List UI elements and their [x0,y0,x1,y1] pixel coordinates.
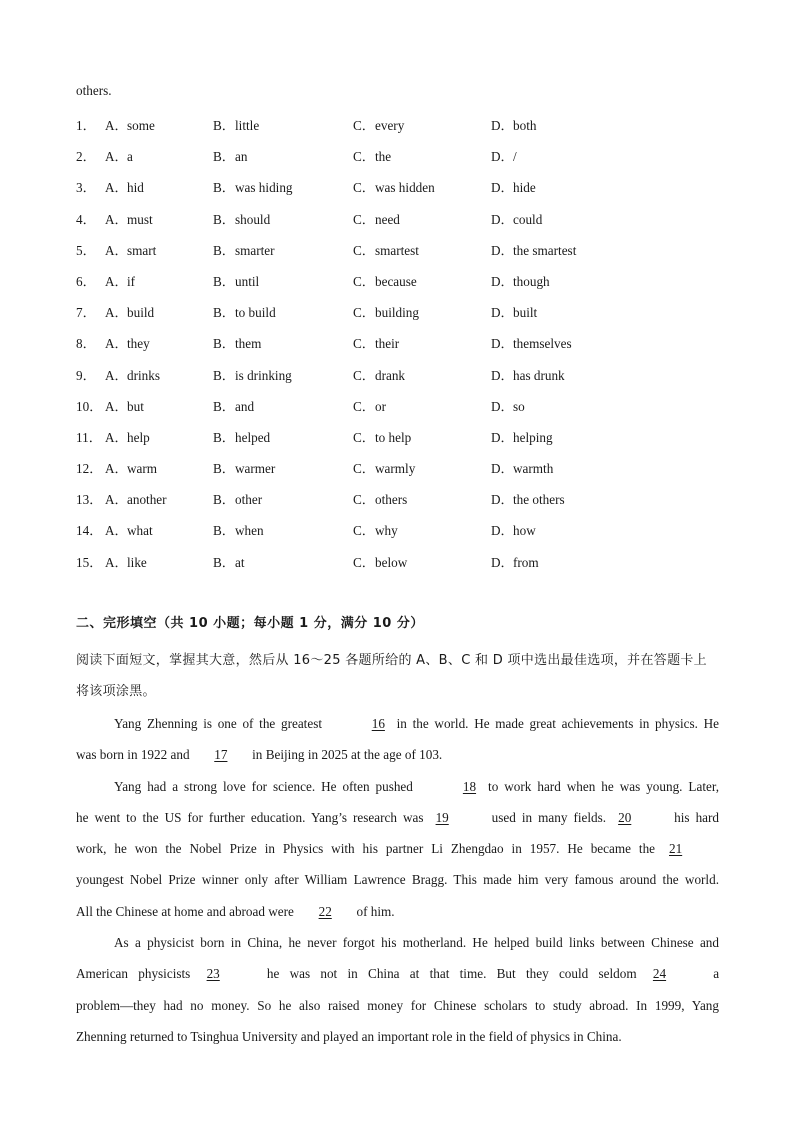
option-text: so [513,398,525,414]
passage-line [76,927,719,958]
option-a[interactable] [105,209,213,228]
option-a[interactable] [105,520,213,539]
option-text: how [513,523,536,539]
option-text: though [513,273,550,289]
option-text: help [127,429,150,445]
option-text: or [375,398,386,414]
passage-line [76,771,719,802]
option-a[interactable] [105,240,213,259]
option-d[interactable] [491,489,641,508]
passage-text: in the world. He made great achievements in physics. He [396,716,720,731]
passage-paragraph-1 [76,708,719,771]
option-c[interactable] [353,552,491,571]
option-letter: D． [491,149,514,165]
option-letter: A． [105,523,128,539]
option-d[interactable] [491,396,641,415]
option-text: they [127,336,150,352]
option-c[interactable] [353,209,491,228]
option-text: smart [127,242,157,258]
option-letter: B． [213,305,235,321]
option-text: built [513,305,538,321]
passage-text: As a physicist born in China, he never forgot his motherland. He helped build links between Chinese and [114,935,719,951]
option-d[interactable] [491,302,641,321]
option-text: was hiding [235,180,293,196]
passage-text: work, he won the Nobel Prize in Physics with his partner Li Zhengdao in 1957. He became the [76,841,656,857]
passage-text: All the Chinese at home and abroad were [76,903,294,919]
passage-text: American physicists [76,966,191,982]
option-c[interactable] [353,458,491,477]
option-letter: C． [353,242,375,258]
option-text: to build [235,305,276,321]
option-letter: A． [105,180,128,196]
option-letter: C． [353,523,375,539]
option-c[interactable] [353,333,491,352]
option-letter: B． [213,367,235,383]
option-d[interactable] [491,240,641,259]
option-row-7 [76,302,736,333]
option-text: has drunk [513,367,565,383]
option-text: why [375,523,398,539]
option-text: helped [235,429,271,445]
passage-line [76,896,719,927]
option-b[interactable] [213,396,353,415]
option-text: below [375,554,408,570]
option-b[interactable] [213,240,353,259]
passage-text: youngest Nobel Prize winner only after William Lawrence Bragg. This made him very famous around the world. [76,872,719,888]
section-instructions [76,645,721,707]
option-letter: D． [491,305,514,321]
passage-line [76,708,719,739]
option-a[interactable] [105,115,213,134]
option-a[interactable] [105,333,213,352]
option-letter: D． [491,429,514,445]
option-text: warmth [513,461,554,477]
option-letter: D． [491,273,514,289]
option-letter: A． [105,273,128,289]
option-letter: C． [353,429,375,445]
option-letter: B． [213,523,235,539]
option-text: both [513,118,537,133]
blank-21[interactable]: 21 [669,841,683,857]
option-text: another [127,492,167,508]
option-letter: C． [353,211,375,227]
option-text: a [127,149,133,165]
passage-text: to work hard when he was young. Later, [488,778,720,794]
option-letter: B． [213,180,235,196]
option-text: building [375,305,419,321]
passage-line [76,833,719,864]
question-number: 8． [76,336,96,352]
option-text: is drinking [235,367,292,383]
option-d[interactable] [491,520,641,539]
question-number: 10． [76,398,103,414]
option-a[interactable] [105,552,213,571]
option-b[interactable] [213,209,353,228]
blank-17[interactable]: 17 [214,747,228,763]
passage-line [76,990,719,1021]
passage-text: in Beijing in 2025 at the age of 103. [252,747,443,763]
option-text: the [375,149,392,165]
option-letter: C． [353,149,375,165]
option-letter: D． [491,242,514,258]
option-text: when [235,523,264,539]
previous-passage-tail: others. [76,83,112,98]
option-c[interactable] [353,396,491,415]
option-c[interactable] [353,302,491,321]
option-text: because [375,273,417,289]
option-text: need [375,211,400,227]
question-number: 5． [76,242,96,258]
option-text: from [513,554,539,570]
option-row-12 [76,458,736,489]
section-title: 二、完形填空（共 10 小题；每小题 1 分，满分 10 分） [76,616,424,631]
passage-text: a [713,966,720,982]
option-d[interactable] [491,146,641,165]
option-a[interactable] [105,427,213,446]
passage-text: his hard [674,809,720,825]
option-text: an [235,149,248,165]
option-letter: A． [105,242,128,258]
passage-line [76,1021,719,1052]
passage-text: used in many fields. [491,809,607,825]
option-d[interactable] [491,552,641,571]
option-row-11 [76,427,736,458]
option-text: to help [375,429,412,445]
option-b[interactable] [213,115,353,134]
option-row-14 [76,520,736,551]
option-text: and [235,398,255,414]
option-c[interactable] [353,177,491,196]
option-text: warmer [235,461,276,477]
option-b[interactable] [213,333,353,352]
option-text: them [235,336,262,352]
option-letter: B． [213,554,235,570]
option-a[interactable] [105,302,213,321]
option-text: hid [127,180,144,196]
question-number: 12． [76,461,103,477]
option-text: the others [513,492,565,508]
option-b[interactable] [213,520,353,539]
option-text: but [127,398,144,414]
option-row-13 [76,489,736,520]
blank-22[interactable]: 22 [318,903,332,919]
option-b[interactable] [213,177,353,196]
option-row-3 [76,177,736,208]
option-d[interactable] [491,209,641,228]
passage-text: of him. [356,903,395,919]
option-b[interactable] [213,302,353,321]
passage-paragraph-3 [76,927,719,1052]
option-text: was hidden [375,180,435,196]
option-letter: A． [105,429,128,445]
option-text: should [235,211,271,227]
option-letter: C． [353,367,375,383]
blank-20[interactable]: 20 [618,809,632,825]
option-letter: C． [353,273,375,289]
option-text: drank [375,367,406,383]
option-letter: A． [105,211,128,227]
option-row-1 [76,115,736,146]
passage-text: Zhenning returned to Tsinghua University and played an important role in the field of physics in China. [76,1028,622,1044]
option-b[interactable] [213,146,353,165]
option-letter: D． [491,492,514,508]
passage-line [76,864,719,895]
option-letter: C． [353,336,375,352]
instruction-line-2: 将该项涂黑。 [76,684,156,699]
option-text: little [235,118,260,133]
option-letter: C． [353,118,375,133]
question-number: 14． [76,523,103,539]
option-b[interactable] [213,427,353,446]
blank-23[interactable]: 23 [206,966,220,982]
option-letter: B． [213,149,235,165]
option-c[interactable] [353,520,491,539]
option-d[interactable] [491,333,641,352]
option-letter: B． [213,118,235,133]
options-list [76,115,736,583]
passage-text: he was not in China at that time. But they could seldom [266,966,637,982]
blank-24[interactable]: 24 [652,966,667,982]
option-a[interactable] [105,271,213,290]
option-b[interactable] [213,552,353,571]
instruction-line-1: 阅读下面短文，掌握其大意，然后从 16～25 各题所给的 A、B、C 和 D 项中选出最佳选项，并在答题卡上 [76,653,707,668]
question-number: 9． [76,367,96,383]
option-text: warm [127,461,158,477]
option-row-5 [76,240,736,271]
blank-19[interactable]: 19 [435,809,449,825]
option-letter: A． [105,461,128,477]
option-letter: D． [491,461,514,477]
option-letter: B． [213,242,235,258]
option-row-8 [76,333,736,364]
option-text: themselves [513,336,572,352]
option-text: could [513,211,543,227]
passage-line [76,739,719,770]
option-c[interactable] [353,365,491,384]
option-text: at [235,554,245,570]
question-number: 1． [76,118,96,133]
question-number: 3． [76,180,96,196]
option-c[interactable] [353,115,491,134]
option-letter: B． [213,273,235,289]
option-letter: C． [353,554,375,570]
option-row-6 [76,271,736,302]
option-letter: D． [491,523,514,539]
option-a[interactable] [105,146,213,165]
option-text: build [127,305,155,321]
option-letter: C． [353,398,375,414]
option-row-2 [76,146,736,177]
option-text: their [375,336,400,352]
question-number: 15． [76,554,103,570]
option-letter: D． [491,211,514,227]
option-text: smartest [375,242,419,258]
option-letter: A． [105,492,128,508]
option-letter: A． [105,367,128,383]
option-c[interactable] [353,489,491,508]
option-c[interactable] [353,271,491,290]
option-letter: D． [491,367,514,383]
option-text: warmly [375,461,416,477]
option-letter: B． [213,461,235,477]
passage-text: was born in 1922 and [76,747,190,763]
passage-line [76,802,719,833]
option-row-9 [76,365,736,396]
option-row-10 [76,396,736,427]
option-text: smarter [235,242,275,258]
option-text: hide [513,180,536,196]
option-letter: C． [353,180,375,196]
question-number: 13． [76,492,103,508]
option-d[interactable] [491,115,641,134]
option-a[interactable] [105,365,213,384]
option-letter: B． [213,336,235,352]
passage-line [76,958,719,989]
option-letter: B． [213,429,235,445]
option-a[interactable] [105,489,213,508]
question-number: 6． [76,273,96,289]
option-letter: B． [213,398,235,414]
option-text: helping [513,429,553,445]
option-c[interactable] [353,240,491,259]
option-a[interactable] [105,458,213,477]
option-b[interactable] [213,365,353,384]
option-text: like [127,554,147,570]
option-letter: C． [353,305,375,321]
option-letter: D． [491,398,514,414]
cloze-passage [76,708,719,1052]
option-text: every [375,118,405,133]
blank-18[interactable]: 18 [462,778,477,794]
question-number: 7． [76,305,96,321]
option-a[interactable] [105,177,213,196]
option-b[interactable] [213,271,353,290]
option-letter: D． [491,336,514,352]
option-letter: B． [213,492,235,508]
option-d[interactable] [491,365,641,384]
option-text: others [375,492,408,508]
option-text: the smartest [513,242,577,258]
question-number: 4． [76,211,96,227]
option-d[interactable] [491,177,641,196]
option-letter: A． [105,118,128,133]
option-d[interactable] [491,427,641,446]
option-c[interactable] [353,146,491,165]
option-text: if [127,273,136,289]
option-letter: C． [353,461,375,477]
question-number: 2． [76,149,96,165]
option-d[interactable] [491,458,641,477]
passage-paragraph-2 [76,771,719,927]
option-letter: A． [105,336,128,352]
option-letter: A． [105,149,128,165]
passage-text: he went to the US for further education. Yang’s research was [76,809,424,825]
option-letter: A． [105,554,128,570]
option-letter: D． [491,554,514,570]
option-text: what [127,523,153,539]
passage-text: Yang Zhenning is one of the greatest [114,716,322,731]
option-d[interactable] [491,271,641,290]
passage-text: Yang had a strong love for science. He often pushed [114,778,413,794]
option-letter: A． [105,305,128,321]
option-letter: D． [491,118,514,133]
option-text: must [127,211,153,227]
option-row-4 [76,209,736,240]
option-a[interactable] [105,396,213,415]
option-letter: B． [213,211,235,227]
option-b[interactable] [213,458,353,477]
option-text: drinks [127,367,160,383]
option-row-15 [76,552,736,583]
option-letter: A． [105,398,128,414]
option-text: until [235,273,260,289]
option-c[interactable] [353,427,491,446]
option-letter: C． [353,492,375,508]
passage-text: problem—they had no money. So he also raised money for Chinese scholars to study abroad. In 1999, Yang [76,997,719,1013]
blank-16[interactable]: 16 [371,716,385,731]
option-text: / [513,149,517,165]
option-letter: D． [491,180,514,196]
question-number: 11． [76,429,102,445]
option-text: other [235,492,263,508]
option-b[interactable] [213,489,353,508]
option-text: some [127,118,155,133]
